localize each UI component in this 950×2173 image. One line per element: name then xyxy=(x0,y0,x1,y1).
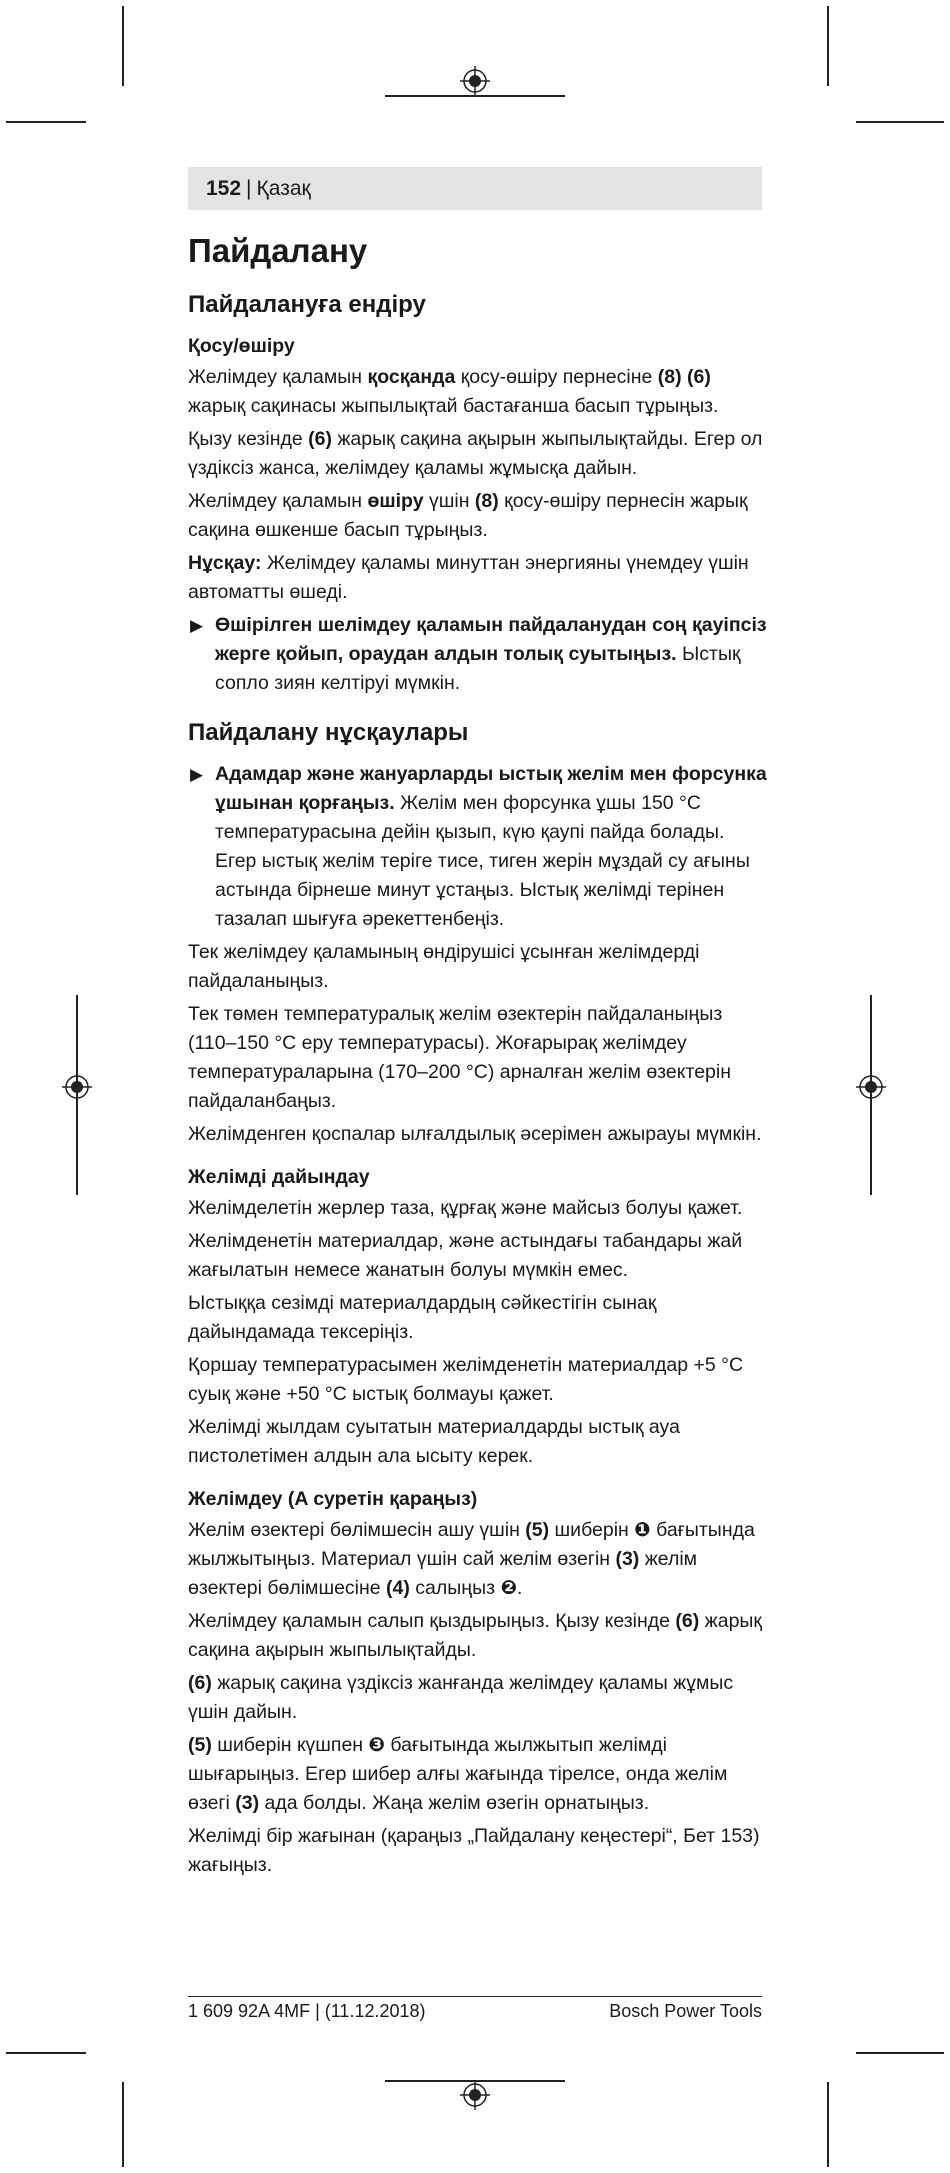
paragraph: Желімденетін материалдар, және астындағы табандары жай жағылатын немесе жанатын болуы мүмкін емес. xyxy=(188,1230,743,1281)
paragraph: Тек төмен температуралық желім өзектерін пайдаланыңыз (110–150 °C еру температурасы). Жоғарырақ желімдеу температураларына (170–200 °C) арналған желім өзектерін пайдаланбаңыз. xyxy=(188,1003,732,1112)
page-header xyxy=(188,167,762,210)
paragraph: Тек желімдеу қаламының өндірушісі ұсынған желімдерді пайдаланыңыз. xyxy=(188,941,700,992)
page-number: 152 xyxy=(206,176,242,200)
note-paragraph: Нұсқау: Желімдеу қаламы минуттан энергияны үнемдеу үшін автоматты өшеді. xyxy=(188,552,749,603)
paragraph: Желімдеу қаламын өшіру үшін (8) қосу-өшіру пернесін жарық сақина өшкенше басып тұрыңыз. xyxy=(188,490,748,541)
footer-brand: Bosch Power Tools xyxy=(609,2001,762,2021)
paragraph: (6) жарық сақина үздіксіз жанғанда желімдеу қаламы жұмыс үшін дайын. xyxy=(188,1672,734,1723)
paragraph: Желімдеу қаламын қосқанда қосу-өшіру пернесіне (8) (6) жарық сақинасы жыпылықтай бастағанша басып тұрыңыз. xyxy=(188,366,719,417)
safety-warning: ▶ Өшірілген шелімдеу қаламын пайдаланудан соң қауіпсіз жерге қойып, ораудан алдын толық суытыңыз. Ыстық сопло зиян келтіруі мүмкін. xyxy=(188,611,768,698)
registration-mark-icon xyxy=(460,2080,490,2110)
page-title: Пайдалану xyxy=(188,232,368,269)
crop-line-top-right-v xyxy=(827,6,829,86)
paragraph: Желімді бір жағынан (қараңыз „Пайдалану кеңестері“, Бет 153) жағыңыз. xyxy=(188,1825,760,1876)
paragraph: Желімделетін жерлер таза, құрғақ және майсыз болуы қажет. xyxy=(188,1197,743,1219)
header-language: Қазақ xyxy=(256,176,311,200)
registration-mark-icon xyxy=(62,1072,92,1102)
paragraph: Қызу кезінде (6) жарық сақина ақырын жыпылықтайды. Егер ол үздіксіз жанса, желімдеу қаламы жұмысқа дайын. xyxy=(188,428,763,479)
paragraph: Желім өзектері бөлімшесін ашу үшін (5) шиберін ❶ бағытында жылжытыңыз. Материал үшін сай желім өзегін (3) желім өзектері бөлімшесіне (4) салыңыз ❷. xyxy=(188,1519,755,1599)
registration-mark-icon xyxy=(460,66,490,96)
paragraph: (5) шиберін күшпен ❸ бағытында жылжытып желімді шығарыңыз. Егер шибер алғы жағында тірелсе, онда желім өзегі (3) ада болды. Жаңа желім өзегін орнатыңыз. xyxy=(188,1734,728,1814)
section-heading-usage-instructions: Пайдалану нұсқаулары xyxy=(188,719,469,746)
footer-doc-id: 1 609 92A 4MF | (11.12.2018) xyxy=(188,2001,426,2021)
paragraph: Желімдеу қаламын салып қыздырыңыз. Қызу кезінде (6) жарық сақина ақырын жыпылықтайды. xyxy=(188,1610,762,1661)
paragraph: Ыстыққа сезімді материалдардың сәйкестігін сынақ дайындамада тексеріңіз. xyxy=(188,1292,657,1343)
header-separator: | xyxy=(246,176,252,200)
crop-line-top-right-h xyxy=(856,121,944,123)
crop-line-bottom-right-h xyxy=(856,2052,944,2054)
bullet-triangle-icon: ▶ xyxy=(190,765,204,784)
subheading-prepare-glue: Желімді дайындау xyxy=(188,1166,370,1188)
crop-line-bottom-left-v xyxy=(122,2082,124,2167)
subheading-gluing: Желімдеу (A суретін қараңыз) xyxy=(188,1488,478,1510)
crop-line-bottom-left-h xyxy=(6,2052,86,2054)
subheading-on-off: Қосу/өшіру xyxy=(188,335,295,357)
section-heading-startup: Пайдалануға ендіру xyxy=(188,291,426,318)
page-footer xyxy=(188,1996,762,2022)
paragraph: Желімді жылдам суытатын материалдарды ыстық ауа пистолетімен алдын ала ысыту керек. xyxy=(188,1416,680,1467)
safety-warning: ▶ Адамдар және жануарларды ыстық желім мен форсунка ұшынан қорғаңыз. Желім мен форсунка ұшы 150 °C температурасына дейін қызып, күю қаупі пайда болады. Егер ыстық желім теріге тисе, тиген жерін мұздай су ағыны астында бірнеше минут ұстаңыз. Ыстық желімді терінен тазалап шығуға әрекеттенбеңіз. xyxy=(188,760,768,934)
crop-line-top-left-h xyxy=(6,121,86,123)
paragraph: Желімденген қоспалар ылғалдылық әсерімен ажырауы мүмкін. xyxy=(188,1123,762,1145)
paragraph: Қоршау температурасымен желімденетін материалдар +5 °C суық және +50 °C ыстық болмауы қажет. xyxy=(188,1354,744,1405)
crop-line-top-left-v xyxy=(122,6,124,86)
page-content xyxy=(188,228,768,1884)
crop-line-bottom-right-v xyxy=(827,2082,829,2167)
bullet-triangle-icon: ▶ xyxy=(190,616,204,635)
registration-mark-icon xyxy=(856,1072,886,1102)
